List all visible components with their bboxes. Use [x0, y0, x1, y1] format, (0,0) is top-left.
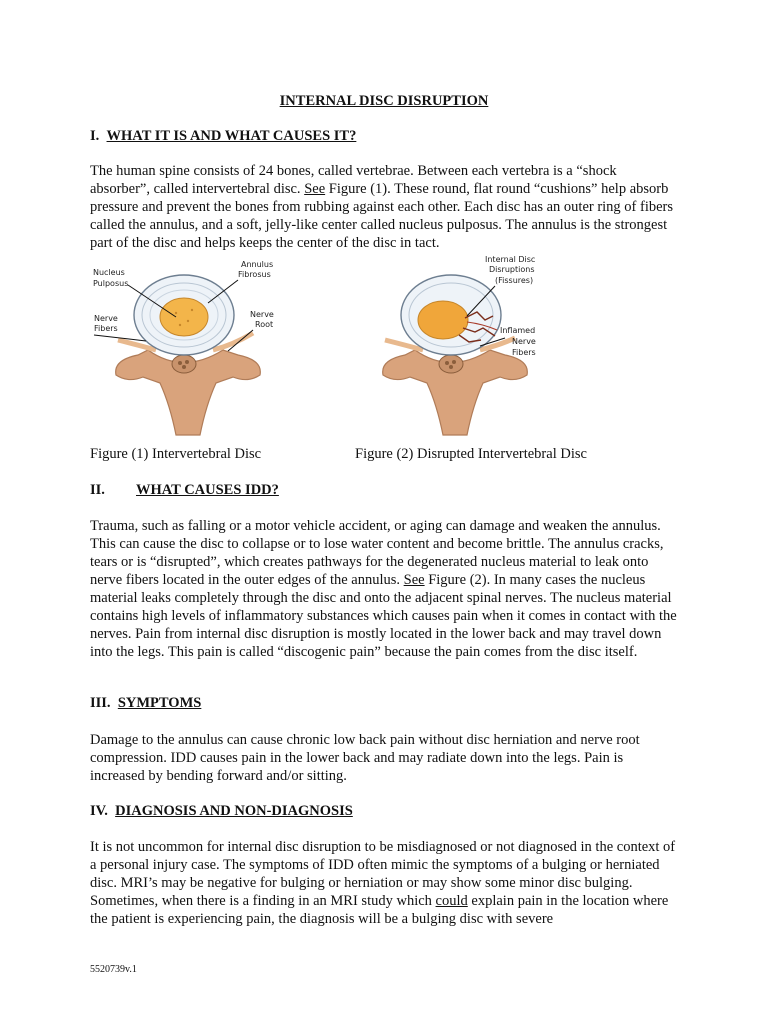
label-inflamed-3: Fibers: [512, 348, 536, 357]
section-4-paragraph: It is not uncommon for internal disc disruption to be misdiagnosed or not diagnosed in the context of a personal injury case. The symptoms of IDD often mimic the symptoms of a bulging or herniated disc. MRI’s may be negative for bulging or herniation or may show some minor disc bulging. Sometimes, when there is a finding in an MRI study which could explain pain in the location where the patient is experiencing pain, the diagnosis will be a bulging disc with severe: [90, 839, 676, 927]
nucleus-pulposus: [418, 301, 468, 339]
label-inflamed-1: Inflamed: [500, 326, 536, 335]
section-2-heading: II. WHAT CAUSES IDD?: [90, 482, 279, 498]
section-1-heading: I. WHAT IT IS AND WHAT CAUSES IT?: [90, 128, 357, 144]
label-nerve-fibers-1: Nerve: [94, 314, 118, 323]
section-1-paragraph: The human spine consists of 24 bones, called vertebrae. Between each vertebra is a “shock absorber”, called intervertebral disc. See Figure (1). These round, flat round “cushions” help absorb pressure and prevent the bones from rubbing against each other. Each disc has an outer ring of fibers called the annulus, and a soft, jelly-like center called nucleus pulposus. The annulus is the strongest part of the disc and helps keeps the center of the disc in tact.: [90, 163, 674, 251]
section-2-paragraph: Trauma, such as falling or a motor vehicle accident, or aging can damage and weaken the annulus. This can cause the disc to collapse or to lose water content and become brittle. The annulus cracks, tears or is “disrupted”, which creates pathways for the degenerated nucleus material to leak onto nerve fibers located in the outer edges of the annulus. See Figure (2). In many cases the nucleus material leaks completely through the disc and onto the adjacent spinal nerves. The nucleus material contains high levels of inflammatory substances which causes pain when it comes in contact with the nerves. Pain from internal disc disruption is mostly located in the lower back and may travel down into the legs. This pain is called “discogenic pain” because the pain comes from the disc itself.: [90, 518, 677, 660]
figure-1-intervertebral-disc: [88, 255, 288, 440]
document-footer-id: 5520739v.1: [90, 964, 137, 975]
nucleus-pulposus: [160, 298, 208, 336]
label-nucleus-1: Nucleus: [93, 268, 125, 277]
label-idd-3: (Fissures): [495, 276, 534, 285]
label-inflamed-2: Nerve: [512, 337, 536, 346]
label-idd-2: Disruptions: [489, 265, 535, 274]
label-nerve-root-1: Nerve: [250, 310, 274, 319]
label-nerve-root-2: Root: [255, 320, 274, 329]
label-annulus-2: Fibrosus: [238, 270, 271, 279]
label-nucleus-2: Pulposus: [93, 279, 129, 288]
figure-2-disrupted-disc: [355, 250, 555, 440]
section-4-heading: IV. DIAGNOSIS AND NON-DIAGNOSIS: [90, 803, 353, 819]
figure-2-caption: Figure (2) Disrupted Intervertebral Disc: [355, 446, 587, 462]
section-3-heading: III. SYMPTOMS: [90, 695, 202, 711]
label-nerve-fibers-2: Fibers: [94, 324, 118, 333]
document-title: INTERNAL DISC DISRUPTION: [279, 93, 489, 109]
section-3-paragraph: Damage to the annulus can cause chronic low back pain without disc herniation and nerve root compression. IDD causes pain in the lower back and may radiate down into the legs. Pain is increased by bending forward and/or sitting.: [90, 732, 640, 784]
label-idd-1: Internal Disc: [485, 255, 536, 264]
figure-1-caption: Figure (1) Intervertebral Disc: [90, 446, 262, 462]
label-annulus-1: Annulus: [241, 260, 274, 269]
